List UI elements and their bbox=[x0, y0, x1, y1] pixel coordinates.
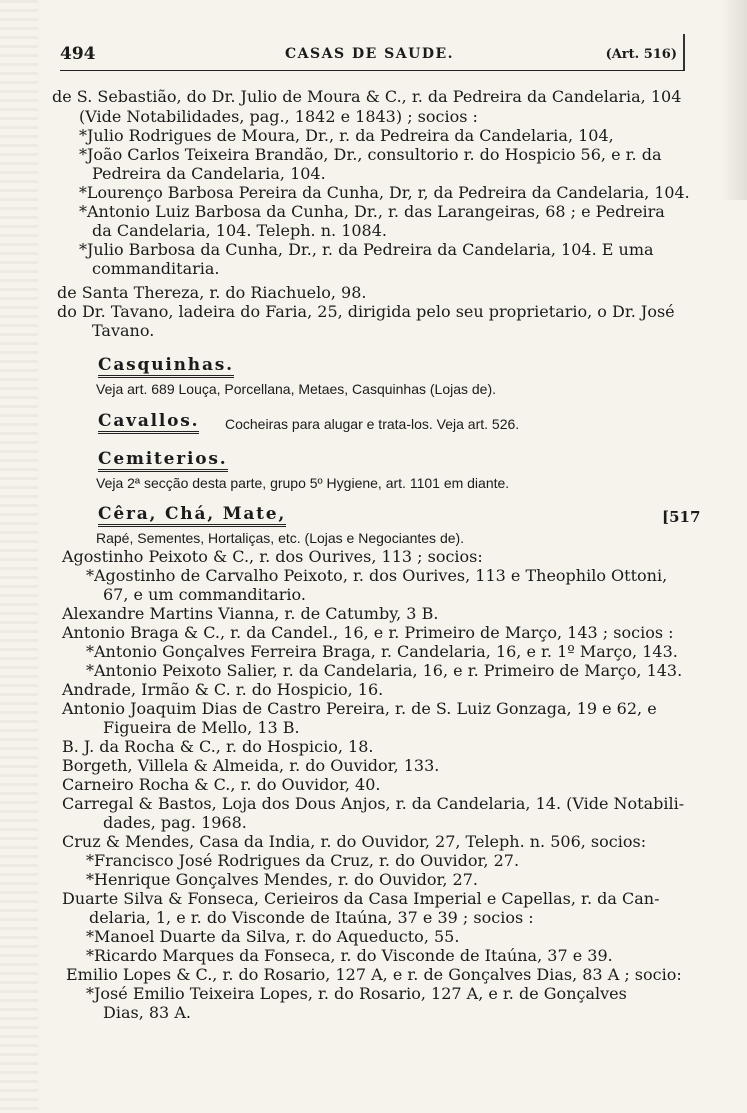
text-line: *Antonio Gonçalves Ferreira Braga, r. Candelaria, 16, e r. 1º Março, 143. bbox=[86, 642, 678, 661]
text-line: *Ricardo Marques da Fonseca, r. do Visconde de Itaúna, 37 e 39. bbox=[86, 946, 613, 965]
text-line: Cruz & Mendes, Casa da India, r. do Ouvidor, 27, Teleph. n. 506, socios: bbox=[62, 832, 647, 851]
text-line: *Henrique Gonçalves Mendes, r. do Ouvidor, 27. bbox=[86, 870, 478, 889]
text-line: commanditaria. bbox=[92, 259, 220, 278]
text-line: *Antonio Peixoto Salier, r. da Candelaria, 16, e r. Primeiro de Março, 143. bbox=[86, 661, 683, 680]
text-line: Duarte Silva & Fonseca, Cerieiros da Casa Imperial e Capellas, r. da Can- bbox=[62, 889, 660, 908]
text-line: *Julio Rodrigues de Moura, Dr., r. da Pedreira da Candelaria, 104, bbox=[79, 126, 614, 145]
text-line: *Lourenço Barbosa Pereira da Cunha, Dr, r, da Pedreira da Candelaria, 104. bbox=[79, 183, 690, 202]
page-title: CASAS DE SAUDE. bbox=[285, 46, 455, 62]
running-header bbox=[60, 44, 685, 71]
text-line: *Julio Barbosa da Cunha, Dr., r. da Pedreira da Candelaria, 104. E uma bbox=[79, 240, 654, 259]
section-text: Rapé, Sementes, Hortaliças, etc. (Lojas e Negociantes de). bbox=[96, 530, 465, 546]
text-line: *Manoel Duarte da Silva, r. do Aqueducto, 55. bbox=[86, 927, 460, 946]
text-line: Pedreira da Candelaria, 104. bbox=[92, 164, 326, 183]
text-line: dades, pag. 1968. bbox=[103, 813, 247, 832]
text-line: Andrade, Irmão & C. r. do Hospicio, 16. bbox=[62, 680, 384, 699]
text-line: de S. Sebastião, do Dr. Julio de Moura & C., r. da Pedreira da Candelaria, 104 bbox=[52, 87, 682, 106]
section-heading: Casquinhas. bbox=[98, 355, 234, 378]
article-number: [517 bbox=[662, 508, 701, 526]
text-line: (Vide Notabilidades, pag., 1842 e 1843) ; socios : bbox=[79, 107, 478, 126]
text-line: Agostinho Peixoto & C., r. dos Ourives, 113 ; socios: bbox=[62, 547, 483, 566]
header-rule bbox=[683, 34, 685, 70]
text-line: delaria, 1, e r. do Visconde de Itaúna, 37 e 39 ; socios : bbox=[89, 908, 534, 927]
text-line: *José Emilio Teixeira Lopes, r. do Rosario, 127 A, e r. de Gonçalves bbox=[86, 984, 627, 1003]
text-line: 67, e um commanditario. bbox=[103, 585, 306, 604]
text-line: Tavano. bbox=[92, 321, 155, 340]
text-line: de Santa Thereza, r. do Riachuelo, 98. bbox=[57, 283, 367, 302]
article-reference: (Art. 516) bbox=[605, 47, 677, 62]
section-text: Veja 2ª secção desta parte, grupo 5º Hygiene, art. 1101 em diante. bbox=[96, 475, 510, 491]
text-line: da Candelaria, 104. Teleph. n. 1084. bbox=[92, 221, 387, 240]
text-line: Carneiro Rocha & C., r. do Ouvidor, 40. bbox=[62, 775, 381, 794]
page-fold-shadow bbox=[721, 0, 747, 200]
text-line: B. J. da Rocha & C., r. do Hospicio, 18. bbox=[62, 737, 374, 756]
text-line: Alexandre Martins Vianna, r. de Catumby, 3 B. bbox=[62, 604, 439, 623]
text-line: Emilio Lopes & C., r. do Rosario, 127 A, e r. de Gonçalves Dias, 83 A ; socio: bbox=[66, 965, 682, 984]
section-heading: Cêra, Chá, Mate, bbox=[98, 504, 286, 527]
text-line: Figueira de Mello, 13 B. bbox=[103, 718, 300, 737]
text-line: do Dr. Tavano, ladeira do Faria, 25, dirigida pelo seu proprietario, o Dr. José bbox=[57, 302, 675, 321]
text-line: *Francisco José Rodrigues da Cruz, r. do Ouvidor, 27. bbox=[86, 851, 520, 870]
page-edge-shadow bbox=[0, 0, 38, 1113]
page-number: 494 bbox=[60, 44, 96, 64]
section-heading: Cavallos. bbox=[98, 411, 199, 434]
text-line: Carregal & Bastos, Loja dos Dous Anjos, r. da Candelaria, 14. (Vide Notabili- bbox=[62, 794, 685, 813]
section-heading: Cemiterios. bbox=[98, 449, 228, 472]
section-text: Veja art. 689 Louça, Porcellana, Metaes, Casquinhas (Lojas de). bbox=[96, 381, 497, 397]
text-line: Antonio Joaquim Dias de Castro Pereira, r. de S. Luiz Gonzaga, 19 e 62, e bbox=[62, 699, 657, 718]
text-line: Borgeth, Villela & Almeida, r. do Ouvidor, 133. bbox=[62, 756, 440, 775]
text-line: *Antonio Luiz Barbosa da Cunha, Dr., r. das Larangeiras, 68 ; e Pedreira bbox=[79, 202, 665, 221]
text-line: Antonio Braga & C., r. da Candel., 16, e r. Primeiro de Março, 143 ; socios : bbox=[62, 623, 674, 642]
text-line: *Agostinho de Carvalho Peixoto, r. dos Ourives, 113 e Theophilo Ottoni, bbox=[86, 566, 668, 585]
section-text: Cocheiras para alugar e trata-los. Veja art. 526. bbox=[225, 416, 520, 432]
text-line: *João Carlos Teixeira Brandão, Dr., consultorio r. do Hospicio 56, e r. da bbox=[79, 145, 662, 164]
text-line: Dias, 83 A. bbox=[103, 1003, 191, 1022]
